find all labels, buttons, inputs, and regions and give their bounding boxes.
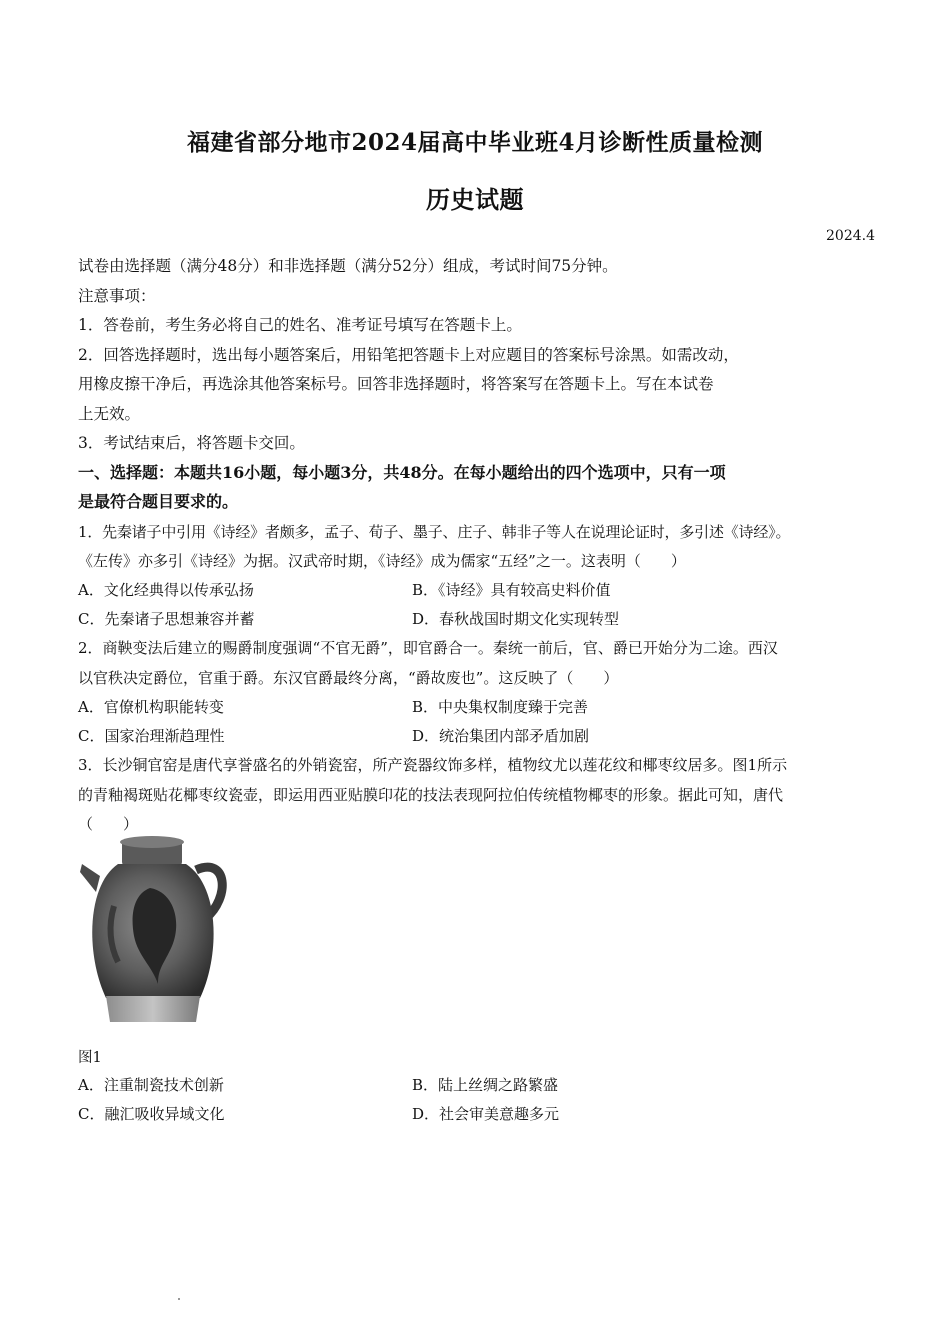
- question-1-stem-line-2: 《左传》亦多引《诗经》为据。汉武帝时期，《诗经》成为儒家“五经”之一。这表明（ ）: [78, 552, 686, 570]
- question-3-stem-line-1: 3．长沙铜官窑是唐代享誉盛名的外销瓷窑，所产瓷器纹饰多样，植物纹尤以莲花纹和椰枣纹居多。图1所示: [78, 756, 788, 774]
- exam-subtitle: 历史试题: [426, 185, 524, 214]
- question-3-stem-line-2: 的青釉褐斑贴花椰枣纹瓷壶，即运用西亚贴膜印花的技法表现阿拉伯传统植物椰枣的形象。据此可知，唐代: [78, 786, 784, 804]
- section-heading-line-2: 是最符合题目要求的。: [78, 492, 239, 511]
- question-3-option-a: A．注重制瓷技术创新: [78, 1076, 224, 1094]
- section-heading-line-1: 一、选择题：本题共16小题，每小题3分，共48分。在每小题给出的四个选项中，只有一项: [78, 463, 726, 482]
- question-1-stem-line-1: 1．先秦诸子中引用《诗经》者颇多，孟子、荀子、墨子、庄子、韩非子等人在说理论证时，多引述《诗经》。: [78, 523, 791, 541]
- question-2-option-b: B．中央集权制度臻于完善: [412, 698, 589, 716]
- question-1-option-b: B．《诗经》具有较高史料价值: [412, 581, 611, 599]
- porcelain-ewer-figure: [78, 836, 238, 1026]
- notice-item-1: 1．答卷前，考生务必将自己的姓名、准考证号填写在答题卡上。: [78, 316, 522, 334]
- composition-text: 试卷由选择题（满分48分）和非选择题（满分52分）组成，考试时间75分钟。: [78, 257, 618, 275]
- question-1-option-a: A．文化经典得以传承弘扬: [78, 581, 254, 599]
- figure-caption: 图1: [78, 1050, 102, 1066]
- notice-item-2-line-3: 上无效。: [78, 405, 141, 423]
- question-3-stem-line-3: （ ）: [78, 815, 139, 833]
- scan-speck: [178, 1298, 180, 1300]
- notice-item-3: 3．考试结束后，将答题卡交回。: [78, 434, 305, 452]
- exam-date: 2024.4: [826, 228, 875, 244]
- question-1-option-d: D．春秋战国时期文化实现转型: [412, 610, 620, 628]
- notice-item-2-line-1: 2．回答选择题时，选出每小题答案后，用铅笔把答题卡上对应题目的答案标号涂黑。如需改动，: [78, 346, 739, 364]
- question-2-option-c: C．国家治理渐趋理性: [78, 727, 225, 745]
- question-2-option-a: A．官僚机构职能转变: [78, 698, 224, 716]
- question-3-option-d: D．社会审美意趣多元: [412, 1105, 560, 1123]
- notice-item-2-line-2: 用橡皮擦干净后，再选涂其他答案标号。回答非选择题时，将答案写在答题卡上。写在本试卷: [78, 375, 714, 393]
- question-3-option-b: B．陆上丝绸之路繁盛: [412, 1076, 559, 1094]
- exam-title: 福建省部分地市2024届高中毕业班4月诊断性质量检测: [186, 129, 764, 156]
- question-1-option-c: C．先秦诸子思想兼容并蓄: [78, 610, 255, 628]
- notice-heading: 注意事项：: [78, 287, 156, 305]
- question-2-stem-line-2: 以官秩决定爵位，官重于爵。东汉官爵最终分离，“爵故废也”。这反映了（ ）: [78, 669, 619, 687]
- question-3-option-c: C．融汇吸收异域文化: [78, 1105, 225, 1123]
- question-2-option-d: D．统治集团内部矛盾加剧: [412, 727, 590, 745]
- question-2-stem-line-1: 2．商鞅变法后建立的赐爵制度强调“不官无爵”，即官爵合一。秦统一前后，官、爵已开始分为二途。西汉: [78, 639, 778, 657]
